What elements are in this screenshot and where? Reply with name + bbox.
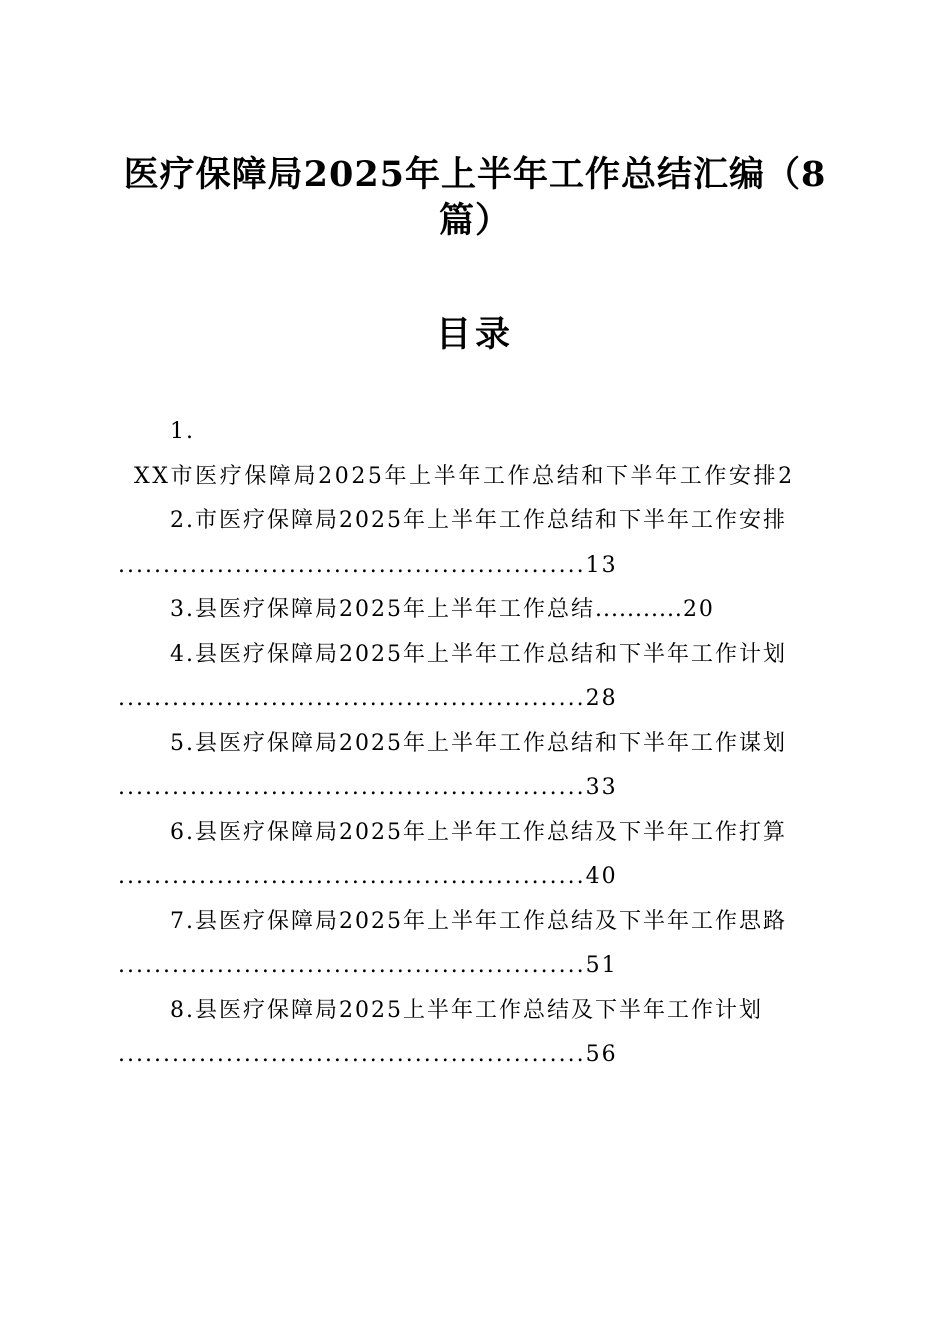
toc-entry-4-leader-line[interactable] bbox=[118, 677, 824, 722]
toc-entry-title: 县医疗保障局2025年上半年工作总结及下半年工作打算 bbox=[195, 819, 787, 845]
toc-entry-2-leader-line[interactable] bbox=[118, 544, 824, 589]
toc-entry-number: 6. bbox=[170, 819, 195, 845]
toc-entry-page: 40 bbox=[585, 864, 618, 889]
document-title: 医疗保障局2025年上半年工作总结汇编（8篇） bbox=[123, 154, 827, 241]
toc-entry-title: 县医疗保障局2025年上半年工作总结 bbox=[195, 597, 595, 622]
toc-entry-number: 2. bbox=[170, 508, 195, 533]
toc-entry-2-title-line[interactable] bbox=[118, 499, 824, 544]
toc-entry-1-title-line[interactable] bbox=[118, 455, 824, 500]
toc-entry-title: 县医疗保障局2025年上半年工作总结及下半年工作思路 bbox=[195, 908, 787, 934]
toc-entry-title: 县医疗保障局2025上半年工作总结及下半年工作计划 bbox=[195, 997, 763, 1023]
toc-entry-title: XX市医疗保障局2025年上半年工作总结和下半年工作安排 bbox=[134, 463, 779, 489]
toc-entry-5-leader-line[interactable] bbox=[118, 766, 824, 811]
toc-entry-page: 56 bbox=[585, 1042, 618, 1067]
toc-entry-number: 7. bbox=[170, 908, 195, 934]
toc-leader-dots: .................................................... bbox=[118, 775, 586, 800]
toc-leader-dots: ........... bbox=[595, 597, 683, 622]
toc-entry-page: 2 bbox=[778, 463, 795, 489]
toc-entry-number: 4. bbox=[170, 641, 195, 667]
toc-entry-6-leader-line[interactable] bbox=[118, 855, 824, 900]
toc-entry-page: 20 bbox=[682, 597, 715, 622]
toc-entry-page: 33 bbox=[585, 775, 618, 800]
toc-leader-dots: .................................................... bbox=[118, 686, 586, 711]
toc-leader-dots: .................................................... bbox=[118, 953, 586, 978]
toc-entry-1-number-line[interactable] bbox=[118, 410, 824, 455]
toc-entry-number: 3. bbox=[170, 597, 195, 622]
toc-entry-3-title-line[interactable] bbox=[118, 588, 824, 633]
toc-entry-4-title-line[interactable] bbox=[118, 633, 824, 678]
toc-entry-6-title-line[interactable] bbox=[118, 811, 824, 856]
toc-entry-page: 13 bbox=[585, 552, 618, 578]
toc-entry-page: 51 bbox=[585, 953, 618, 978]
toc-entry-7-leader-line[interactable] bbox=[118, 944, 824, 989]
toc-entry-number: 5. bbox=[170, 730, 195, 756]
toc-entry-title: 县医疗保障局2025年上半年工作总结和下半年工作谋划 bbox=[195, 730, 787, 756]
toc-entry-8-title-line[interactable] bbox=[118, 989, 824, 1034]
table-of-contents bbox=[118, 410, 824, 1078]
toc-entry-number: 1. bbox=[170, 419, 195, 444]
toc-entry-number: 8. bbox=[170, 997, 195, 1023]
toc-entry-title: 市医疗保障局2025年上半年工作总结和下半年工作安排 bbox=[195, 508, 787, 533]
toc-heading: 目录 bbox=[435, 314, 514, 355]
toc-entry-title: 县医疗保障局2025年上半年工作总结和下半年工作计划 bbox=[195, 641, 787, 667]
toc-leader-dots: .................................................... bbox=[118, 1042, 586, 1067]
toc-entry-page: 28 bbox=[585, 686, 618, 711]
toc-entry-5-title-line[interactable] bbox=[118, 722, 824, 767]
toc-leader-dots: .................................................... bbox=[118, 552, 586, 578]
toc-entry-8-leader-line[interactable] bbox=[118, 1033, 824, 1078]
toc-leader-dots: .................................................... bbox=[118, 864, 586, 889]
toc-entry-7-title-line[interactable] bbox=[118, 900, 824, 945]
